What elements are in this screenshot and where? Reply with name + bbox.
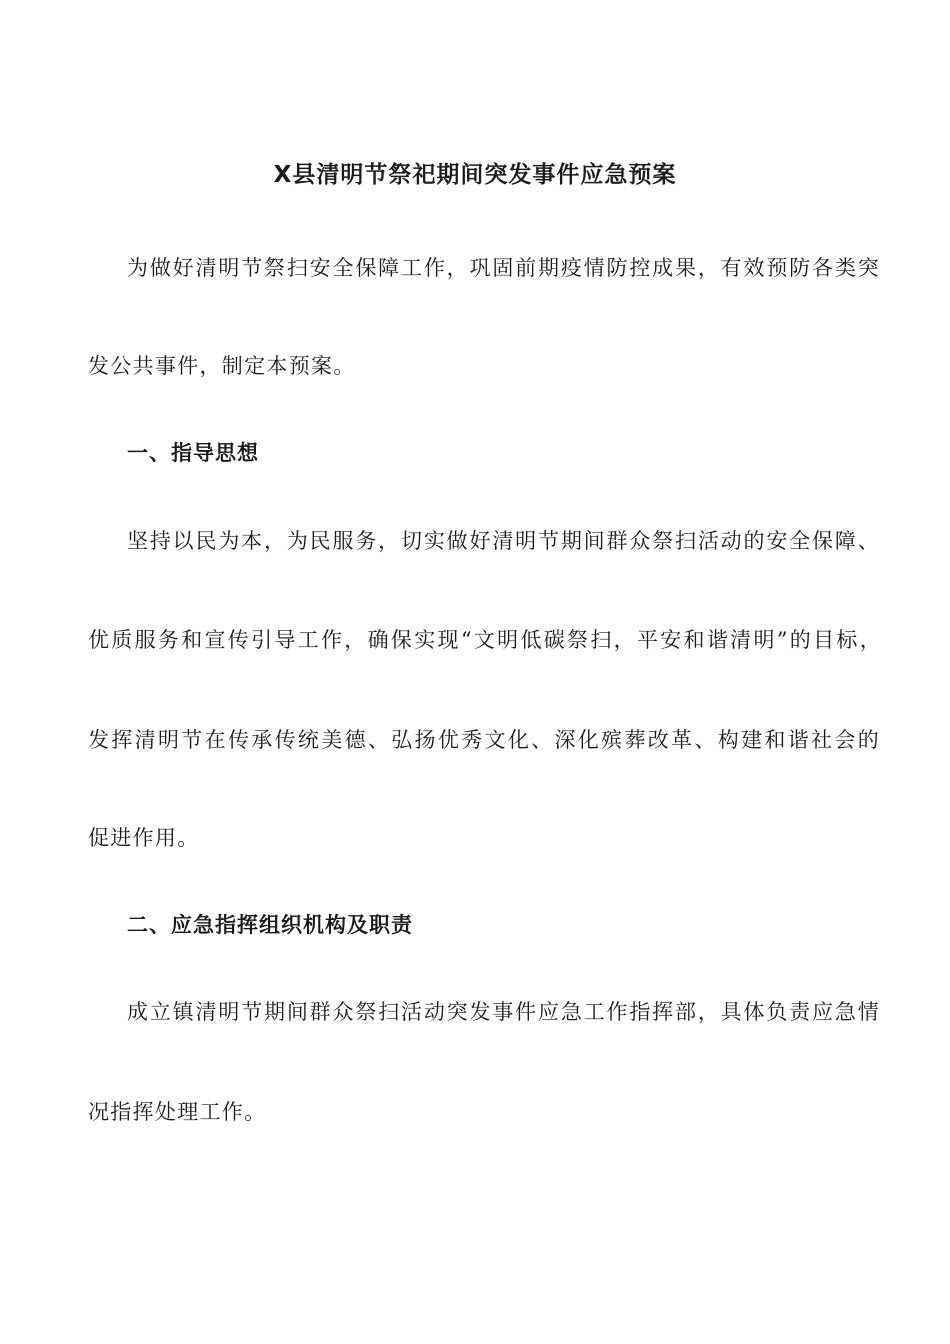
section2-heading: 二、应急指挥组织机构及职责: [127, 913, 413, 937]
section1-heading: 一、指导思想: [127, 441, 259, 465]
section2-line-2: 况指挥处理工作。: [88, 1100, 267, 1124]
section1-line-4: 促进作用。: [88, 826, 200, 850]
section1-line-2: 优质服务和宣传引导工作，确保实现“文明低碳祭扫，平安和谐清明”的目标，: [88, 628, 882, 652]
document-title: X县清明节祭祀期间突发事件应急预案: [273, 162, 677, 188]
intro-line-2: 发公共事件，制定本预案。: [88, 354, 356, 378]
intro-line-1: 为做好清明节祭扫安全保障工作，巩固前期疫情防控成果，有效预防各类突: [127, 256, 880, 280]
section2-line-1: 成立镇清明节期间群众祭扫活动突发事件应急工作指挥部，具体负责应急情: [127, 1000, 880, 1024]
section1-line-3: 发挥清明节在传承传统美德、弘扬优秀文化、深化殡葬改革、构建和谐社会的: [88, 728, 880, 752]
section1-line-1: 坚持以民为本，为民服务，切实做好清明节期间群众祭扫活动的安全保障、: [127, 529, 880, 553]
